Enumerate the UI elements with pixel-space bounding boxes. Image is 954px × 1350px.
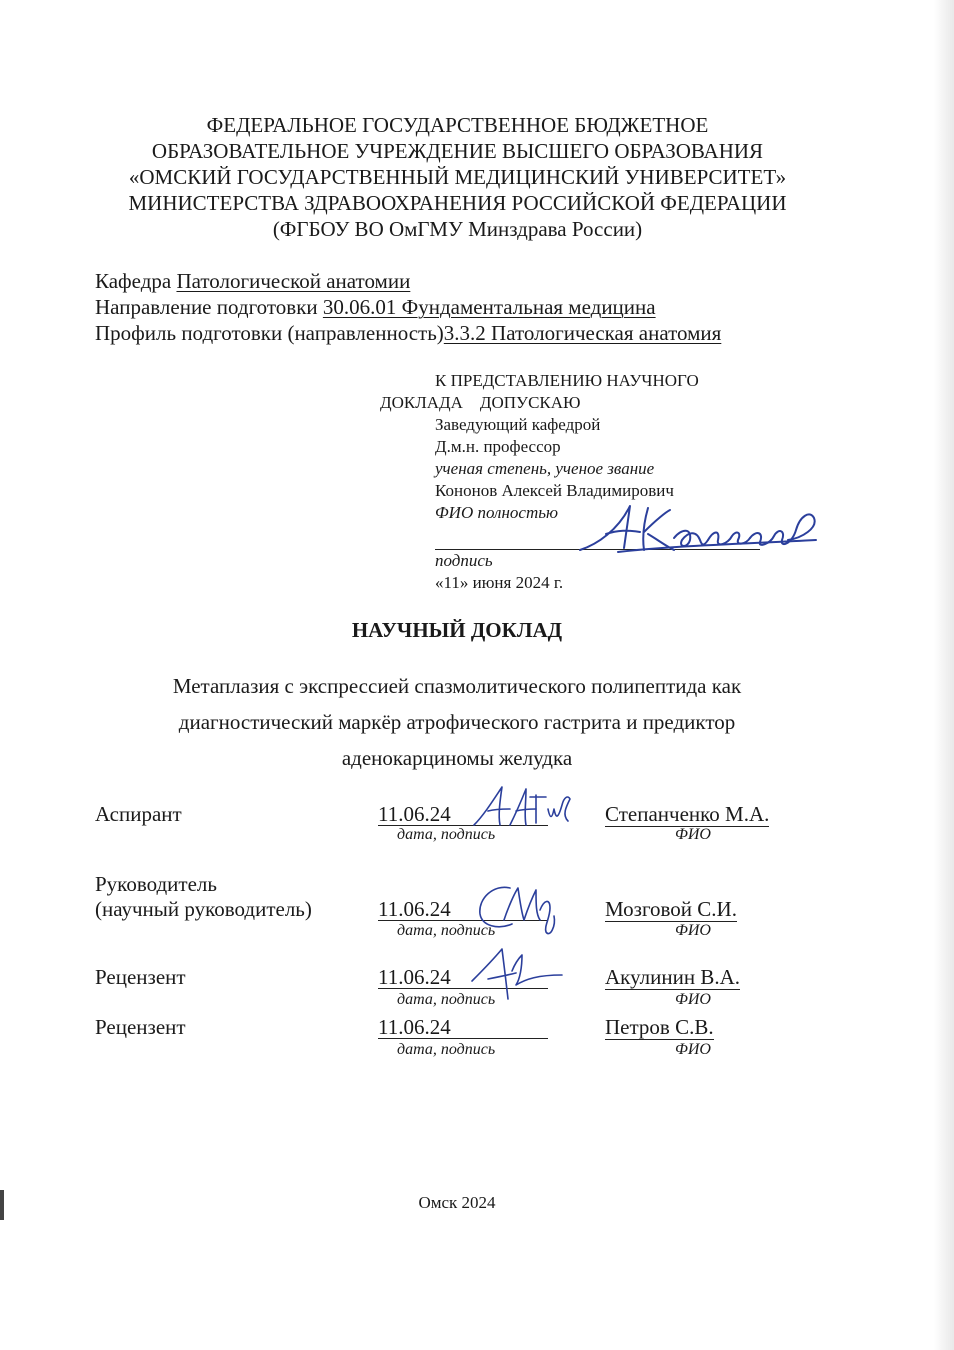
header-line: МИНИСТЕРСТВА ЗДРАВООХРАНЕНИЯ РОССИЙСКОЙ ФЕДЕРАЦИИ: [128, 191, 787, 215]
supervisor-signature: [470, 880, 560, 940]
fio-caption: ФИО: [675, 1041, 711, 1058]
fio-caption: ФИО: [675, 991, 711, 1008]
institution-header: [60, 112, 855, 242]
approval-block: [380, 370, 810, 594]
profile-value: 3.3.2 Патологическая анатомия: [443, 321, 722, 345]
role-label: Руководитель: [95, 872, 217, 896]
approver-position: Заведующий кафедрой: [435, 415, 601, 434]
signer-name-text: Степанченко М.А.: [605, 802, 770, 826]
subject-line: аденокарциномы желудка: [341, 746, 573, 770]
department-line: [95, 268, 721, 294]
signer-name: [605, 966, 740, 988]
role-label: Рецензент: [95, 1015, 186, 1039]
approver-degree: Д.м.н. профессор: [435, 437, 561, 456]
signer-name: [605, 898, 737, 920]
subject-line: диагностический маркёр атрофического гастрита и предиктор: [178, 710, 736, 734]
header-line: (ФГБОУ ВО ОмГМУ Минздрава России): [272, 217, 643, 241]
profile-line: [95, 320, 721, 346]
direction-line: [95, 294, 721, 320]
sign-date: 11.06.24: [378, 966, 548, 989]
approval-heading-2: ДОКЛАДА ДОПУСКАЮ: [380, 393, 581, 412]
signer-name: [605, 803, 769, 825]
header-line: «ОМСКИЙ ГОСУДАРСТВЕННЫЙ МЕДИЦИНСКИЙ УНИВЕРСИТЕТ»: [128, 165, 787, 189]
reviewer-signature: [466, 945, 566, 1005]
header-line: ОБРАЗОВАТЕЛЬНОЕ УЧРЕЖДЕНИЕ ВЫСШЕГО ОБРАЗОВАНИЯ: [151, 139, 764, 163]
direction-value: 30.06.01 Фундаментальная медицина: [322, 295, 656, 319]
date-caption: дата, подпись: [397, 991, 496, 1008]
subject-line: Метаплазия с экспрессией спазмолитического полипептида как: [172, 674, 742, 698]
signer-name-text: Петров С.В.: [605, 1015, 714, 1039]
approval-heading-1: К ПРЕДСТАВЛЕНИЮ НАУЧНОГО: [435, 371, 699, 390]
signer-name-text: Акулинин В.А.: [605, 965, 741, 989]
approver-name: Кононов Алексей Владимирович: [435, 481, 674, 500]
aspirant-signature: [470, 785, 580, 830]
role-label: Аспирант: [95, 802, 182, 826]
signer-name: [605, 1016, 714, 1038]
approval-date: «11» июня 2024 г.: [435, 573, 564, 592]
date-caption: дата, подпись: [397, 1041, 496, 1058]
role-label-secondary: (научный руководитель): [95, 897, 312, 921]
sign-date: 11.06.24: [378, 803, 548, 826]
document-title: НАУЧНЫЙ ДОКЛАД: [351, 618, 563, 642]
profile-label: Профиль подготовки (направленность): [95, 321, 444, 345]
report-subject: [100, 668, 814, 776]
header-line: ФЕДЕРАЛЬНОЕ ГОСУДАРСТВЕННОЕ БЮДЖЕТНОЕ: [206, 113, 709, 137]
date-caption: дата, подпись: [397, 826, 496, 843]
signature-caption: подпись: [435, 551, 493, 570]
role-label: Рецензент: [95, 965, 186, 989]
sign-date: 11.06.24: [378, 898, 548, 921]
fio-caption: ФИО: [675, 922, 711, 939]
program-info: [95, 268, 721, 346]
approver-signature: [578, 500, 828, 560]
direction-label: Направление подготовки: [95, 295, 323, 319]
date-caption: дата, подпись: [397, 922, 496, 939]
degree-caption: ученая степень, ученое звание: [435, 459, 655, 478]
page-edge-shadow: [934, 0, 954, 1350]
department-value: Патологической анатомии: [176, 269, 411, 293]
department-label: Кафедра: [95, 269, 177, 293]
name-caption: ФИО полностью: [435, 503, 558, 522]
signer-name-text: Мозговой С.И.: [605, 897, 737, 921]
sign-date: 11.06.24: [378, 1016, 548, 1039]
fio-caption: ФИО: [675, 826, 711, 843]
city-year: Омск 2024: [418, 1193, 496, 1212]
